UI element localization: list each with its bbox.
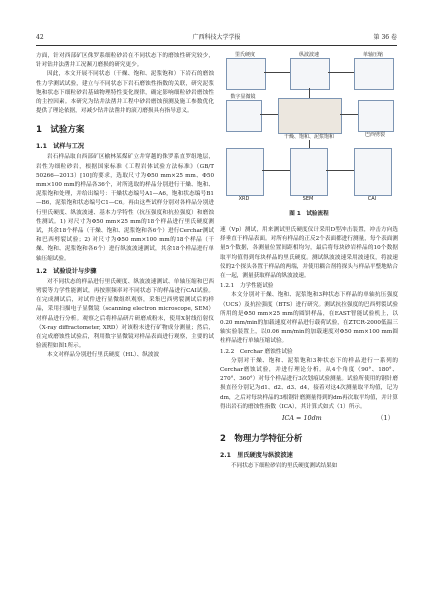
sem-label: SEM xyxy=(302,196,314,202)
section-heading: 2 物理力学特征分析 xyxy=(220,434,303,445)
intro-paragraph: 因此，本文开展不同状态（干燥、饱和、泥浆饱和）下岩石的磨蚀性力学测试试验，建立与不同状态下岩石磨蚀性指数的关联，研究泥浆饱和状态下细粒砂岩基础物理特性变化规律，确定影响细粒砂岩磨蚀性的主控因素。本研究为钻井法凿井工程中砂岩磨蚀预测及施工参数优化提供了理论依据，对减少钻井法凿井的滚刀磨损具有指导意义。 xyxy=(36,71,214,115)
wave-label: 纵波波速 xyxy=(298,52,319,58)
figure-caption: 图 1 试验流程 xyxy=(289,211,329,217)
intro-paragraph: 方面，针对西部矿区侏罗系细粒砂岩在不同状态下的磨蚀性研究较少，针对钻井法凿井工况濒刀磨损的研究更少。 xyxy=(36,53,214,69)
flow-arrow xyxy=(326,170,354,171)
leeb-label: 里氏硬度 xyxy=(234,52,255,58)
xrd-photo xyxy=(226,148,264,196)
body-paragraph: 对不同状态的样品进行里氏硬度、纵波波速测试、单轴压缩和巴西劈裂等力学性能测试，再按照频率对不同状态下的样品进行CAI试验。在完成测试后，对试件进行显微组织观察，采集巴西劈裂测试后的样品，采用扫描电子显微镜（scanning electron microscope, SEM）对样品进行分析。观察之后将样品研片研磨成粉末，使用X射线衍射仪（X-ray diffractometer, XRD）对该粉末进行矿物成分测量；然后，在完成磨蚀性试验后，利用数字显微镜对样品表面进行观察，主要的试验流程如图1所示。 xyxy=(36,278,214,350)
subsection-heading: 2.1 里氏硬度与纵波波速 xyxy=(220,452,293,460)
equation-expression: ICA = 10dm xyxy=(282,414,322,423)
subsubsection-heading: 1.2.1 力学性能试验 xyxy=(220,283,274,290)
volume-label: 第 36 卷 xyxy=(373,34,397,41)
body-paragraph: 不同状态下细粒砂岩的里氏硬度测试结果如 xyxy=(231,463,338,470)
subsection-heading: 1.2 试验设计与步骤 xyxy=(36,267,97,275)
flow-arrow xyxy=(309,140,310,148)
brazil-label: 巴西劈裂 xyxy=(364,132,385,138)
header-rule xyxy=(36,45,397,46)
samples-label: 干燥、饱和、泥浆饱和 xyxy=(283,134,334,140)
equation-1 xyxy=(220,413,398,425)
brazilian-test-photo xyxy=(358,100,394,132)
right-column xyxy=(220,52,398,471)
body-paragraph: 岩石样品取自西部矿区榆林某煤矿立井穿越的侏罗系直罗组地层，岩性为细粒砂岩，根据国家标准《工程岩体试验方法标准》（GB/T 50266—2013）[10]的要求，选取尺寸为Φ50 mm×25 mm、Φ50 mm×100 mm的样品各36个，对所选取的样品分别进行干燥、饱和、泥浆饱和处理，并给出编号：干燥状态编号A1—A6，饱和状态编号B1—B6，泥浆饱和状态编号C1—C6。再由这些试样分别对各样品分别进行里氏硬度、纵波波速、基本力学特性（抗压强度和抗拉强度）和磨蚀性测试。1) 对尺寸为Φ50 mm×25 mm的18个样品进行里氏硬度测试，其余18个样品（干燥、饱和、泥浆饱和各6个）进行Cerchar测试和巴西劈裂试验；2) 对尺寸为Φ50 mm×100 mm的18个样品（干燥、饱和、泥浆饱和各6个）进行纵波波速测试，其余18个样品进行单轴压缩试验。 xyxy=(36,154,220,262)
cai-photo xyxy=(354,148,392,196)
subsection-heading: 1.1 试样与工况 xyxy=(36,143,85,151)
cai-label: CAI xyxy=(367,196,377,202)
flow-arrow xyxy=(328,72,354,73)
body-paragraph: 本文对样品分别进行里氏硬度（HL）、纵波波 xyxy=(47,352,160,359)
left-column xyxy=(36,52,220,361)
flow-arrow xyxy=(309,88,310,98)
rock-samples-photo xyxy=(278,98,342,134)
flow-arrow xyxy=(264,72,290,73)
sem-photo xyxy=(290,148,328,196)
body-paragraph: 速（Vp）测试，用来测试里氏硬度仪计采用D型冲击装置，冲击方向选择垂直于样品表面。对所有样品的正反2个表面都进行测量，每个表面测量5个数据，各测量位置间距相均匀，最后将每块砂岩样品的10个数据取平均值得到每块样品的里氏硬度。测试纵波波速采用波速仪，将波速仪的2个探头各置于样品的两端，并使用耦合剂将探头与样品平整地贴合在一起，测量获取样品的纵波波速。 xyxy=(220,227,398,280)
figure-1 xyxy=(220,52,398,222)
page-number: 42 xyxy=(36,34,44,41)
subsubsection-heading: 1.2.2 Cerchar 磨蚀性试验 xyxy=(220,348,293,355)
journal-name: 广西科技大学学报 xyxy=(192,34,241,41)
flow-arrow xyxy=(340,114,358,115)
body-paragraph: 分别对干燥、饱和、泥浆饱和3种状态下的样品进行一系列的Cerchar磨蚀试验，并进行理论分析。从4个角度（90°、180°、270°、360°）对每个样品进行3次划痕试验测量。试验所使用的钢针磨损直径分别记为d1、d2、d3、d4，接着对这4次测量取平均值，记为dm，之后对每块样品的3根钢针磨测量得到的dm再次取平均值，并计算得出岩石的磨蚀性指数（ICA），其计算式如式（1）所示。 xyxy=(220,357,398,410)
wave-velocity-photo xyxy=(290,58,330,90)
compress-label: 单轴压缩 xyxy=(362,52,383,58)
equation-number: （1） xyxy=(377,414,394,423)
compression-photo xyxy=(354,58,394,90)
digital-microscope-photo xyxy=(226,100,262,132)
body-paragraph: 本文分别对干燥、饱和、泥浆饱和3种状态下样品的单轴抗压强度（UCS）及抗拉强度（BTS）进行研究。测试抗拉强度的巴西劈裂试验所用的是Φ50 mm×25 mm的圆饼样品，在EAST智能试验机上，以0.20 mm/min的加载速度对样品进行载荷试验，在ZTCR-2000低温三轴实验装置上，以0.06 mm/min的加载速度对Φ50 mm×100 mm圆柱样品进行单轴压缩试验。 xyxy=(220,292,398,345)
flow-arrow xyxy=(260,114,278,115)
flow-arrow xyxy=(262,170,290,171)
xrd-label: XRD xyxy=(238,196,250,202)
leeb-hardness-photo xyxy=(226,58,266,90)
section-heading: 1 试验方案 xyxy=(36,125,85,136)
page-header xyxy=(36,33,397,43)
dslr-label: 数字显微镜 xyxy=(230,94,256,100)
